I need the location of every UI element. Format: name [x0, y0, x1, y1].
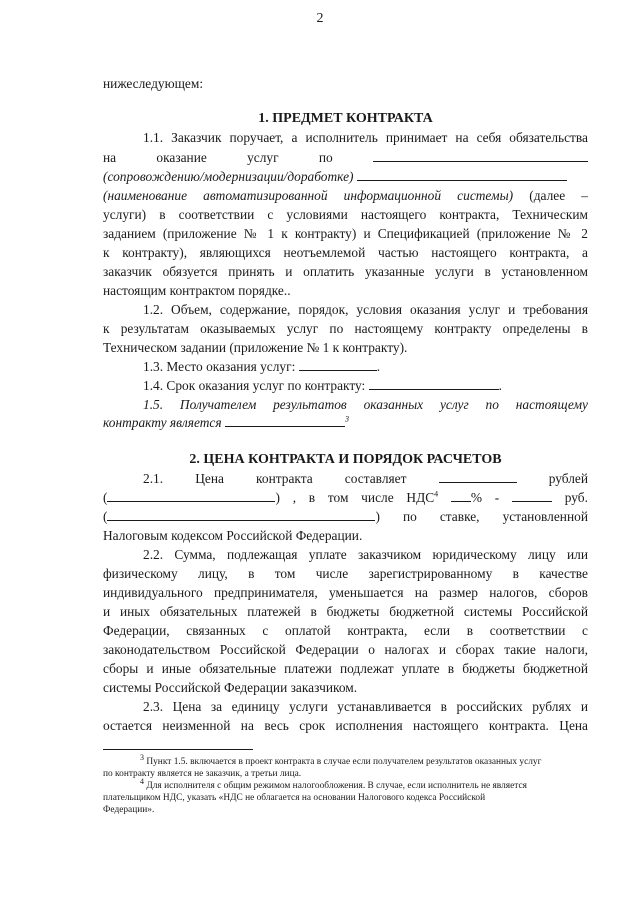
- clause-2-1-line-2: [103, 489, 588, 506]
- footnote-number: 3: [140, 752, 144, 762]
- page-number: 2: [316, 11, 324, 26]
- clause-1-5-line-1: 1.5. Получателем результатов оказанных услуг по настоящему: [143, 397, 588, 412]
- footnote-4-line-2: плательщиком НДС, указать «НДС не облагается на основании Налогового кодекса Российской: [103, 793, 486, 803]
- clause-1-1-line-5: услуги) в соответствии с условиями настоящего контракта, Техническим: [103, 207, 588, 222]
- vat-amount-field[interactable]: [512, 489, 552, 502]
- work-type-text: (сопровождению/модернизации/доработке): [103, 169, 354, 184]
- clause-1-5-line-2: [103, 414, 588, 431]
- clause-1-2-line-1: 1.2. Объем, содержание, порядок, условия оказания услуг и требования: [143, 302, 588, 317]
- clause-1-1-line-9: настоящим контрактом порядке..: [103, 283, 291, 298]
- dash: -: [494, 490, 500, 505]
- recipient-blank-field[interactable]: [225, 414, 345, 427]
- clause-2-2-line-2: физическому лицу, в том числе зарегистрированному в качестве: [103, 566, 588, 581]
- clause-2-1-line-1: [143, 470, 588, 487]
- footnote-4-line-3: Федерации».: [103, 805, 155, 815]
- clause-2-1-line-4: Налоговым кодексом Российской Федерации.: [103, 528, 363, 543]
- word: составляет: [344, 471, 407, 486]
- clause-2-2-line-4: и иных обязательных платежей в бюджеты бюджетной системы Российской: [103, 604, 588, 619]
- word: Цена: [195, 471, 224, 486]
- word: по: [318, 150, 333, 165]
- word: услуг: [247, 150, 279, 165]
- text: Для исполнителя с общим режимом налогообложения. В случае, если исполнитель не является: [146, 781, 527, 791]
- clause-2-3-line-1: 2.3. Цена за единицу услуги устанавливается в российских рублях и: [143, 699, 588, 714]
- text: (далее –: [529, 188, 588, 203]
- word: ставке,: [439, 509, 480, 524]
- term-blank-field[interactable]: [369, 377, 499, 390]
- word: руб.: [564, 490, 588, 505]
- footnote-3-line-1: [140, 752, 542, 769]
- clause-1-1-line-1: 1.1. Заказчик поручает, а исполнитель принимает на себя обязательства: [143, 130, 588, 145]
- word: по: [402, 509, 417, 524]
- intro-text: нижеследующем:: [103, 76, 204, 91]
- text: , в том числе НДС$^4$: [292, 489, 439, 505]
- clause-1-2-line-3: Техническом задании (приложение № 1 к контракту).: [103, 340, 408, 355]
- section-1-heading: 1. ПРЕДМЕТ КОНТРАКТА: [258, 111, 433, 126]
- text: 1.3. Место оказания услуг:: [143, 359, 296, 374]
- clause-1-1-line-6: заданием (приложение № 1 к контракту) и Спецификацией (приложение № 2: [103, 226, 588, 241]
- clause-2-2-line-5: Федерации, связанных с оплатой контракта, если в соответствии с: [103, 623, 588, 638]
- text: Пункт 1.5. включается в проект контракта в случае если получателем результатов оказанных услуг: [146, 757, 542, 767]
- footnote-separator: [103, 749, 253, 750]
- clause-1-1-line-4: [103, 187, 588, 204]
- clause-2-1-line-3: [103, 508, 588, 525]
- clause-2-2-line-3: индивидуального предпринимателя, уменьшается на размер налогов, сборов: [103, 585, 588, 600]
- clause-1-1-line-7: к контракту), являющихся неотъемлемой частью настоящего контракта, а: [103, 245, 588, 260]
- footnote-3-line-2: по контракту является не заказчик, а третьи лица.: [103, 769, 302, 779]
- vat-rate-field[interactable]: %: [451, 490, 482, 505]
- footnote-ref[interactable]: 3: [344, 414, 349, 424]
- text: 1.4. Срок оказания услуг по контракту:: [143, 378, 366, 393]
- word: контракта: [256, 471, 313, 486]
- footnote-number: 4: [140, 776, 144, 786]
- word: на: [103, 150, 117, 165]
- clause-1-4: 1.4. Срок оказания услуг по контракту: .: [143, 378, 502, 393]
- footnote-4-line-1: [140, 776, 527, 793]
- word: установленной: [502, 509, 588, 524]
- vat-words-field[interactable]: ( ): [103, 509, 380, 524]
- system-name-text: (наименование автоматизированной информационной системы): [103, 188, 514, 203]
- service-blank-field[interactable]: [373, 149, 588, 162]
- clause-2-2-line-6: законодательством Российской Федерации о налогах и сборах такие налоги,: [103, 642, 588, 657]
- clause-1-1-line-3: [103, 168, 588, 185]
- clause-2-2-line-1: 2.2. Сумма, подлежащая уплате заказчиком юридическому лицу или: [143, 547, 588, 562]
- word: рублей: [548, 471, 588, 486]
- work-type-blank-field[interactable]: [357, 168, 567, 181]
- clause-1-2-line-2: к результатам оказываемых услуг по настоящему контракту определены в: [103, 321, 588, 336]
- place-blank-field[interactable]: [299, 358, 377, 371]
- word: оказание: [156, 150, 207, 165]
- price-words-field[interactable]: ( ): [103, 490, 280, 505]
- clause-1-1-line-2: [103, 149, 588, 166]
- clause-1-1-line-8: заказчик обязуется принять и оплатить указанные услуги в установленном: [103, 264, 588, 279]
- word: 2.1.: [143, 471, 164, 486]
- clause-2-2-line-7: сборы и иные обязательные платежи подлежат уплате в бюджеты бюджетной: [103, 661, 588, 676]
- price-blank-field[interactable]: [439, 470, 517, 483]
- clause-1-3: 1.3. Место оказания услуг: .: [143, 359, 381, 374]
- clause-2-2-line-8: системы Российской Федерации заказчиком.: [103, 680, 358, 695]
- section-2-heading: 2. ЦЕНА КОНТРАКТА И ПОРЯДОК РАСЧЕТОВ: [189, 452, 502, 467]
- footnote-ref[interactable]: 4: [434, 489, 439, 499]
- text: контракту является: [103, 415, 222, 430]
- clause-2-3-line-2: остается неизменной на весь срок исполнения настоящего контракта. Цена: [103, 718, 588, 733]
